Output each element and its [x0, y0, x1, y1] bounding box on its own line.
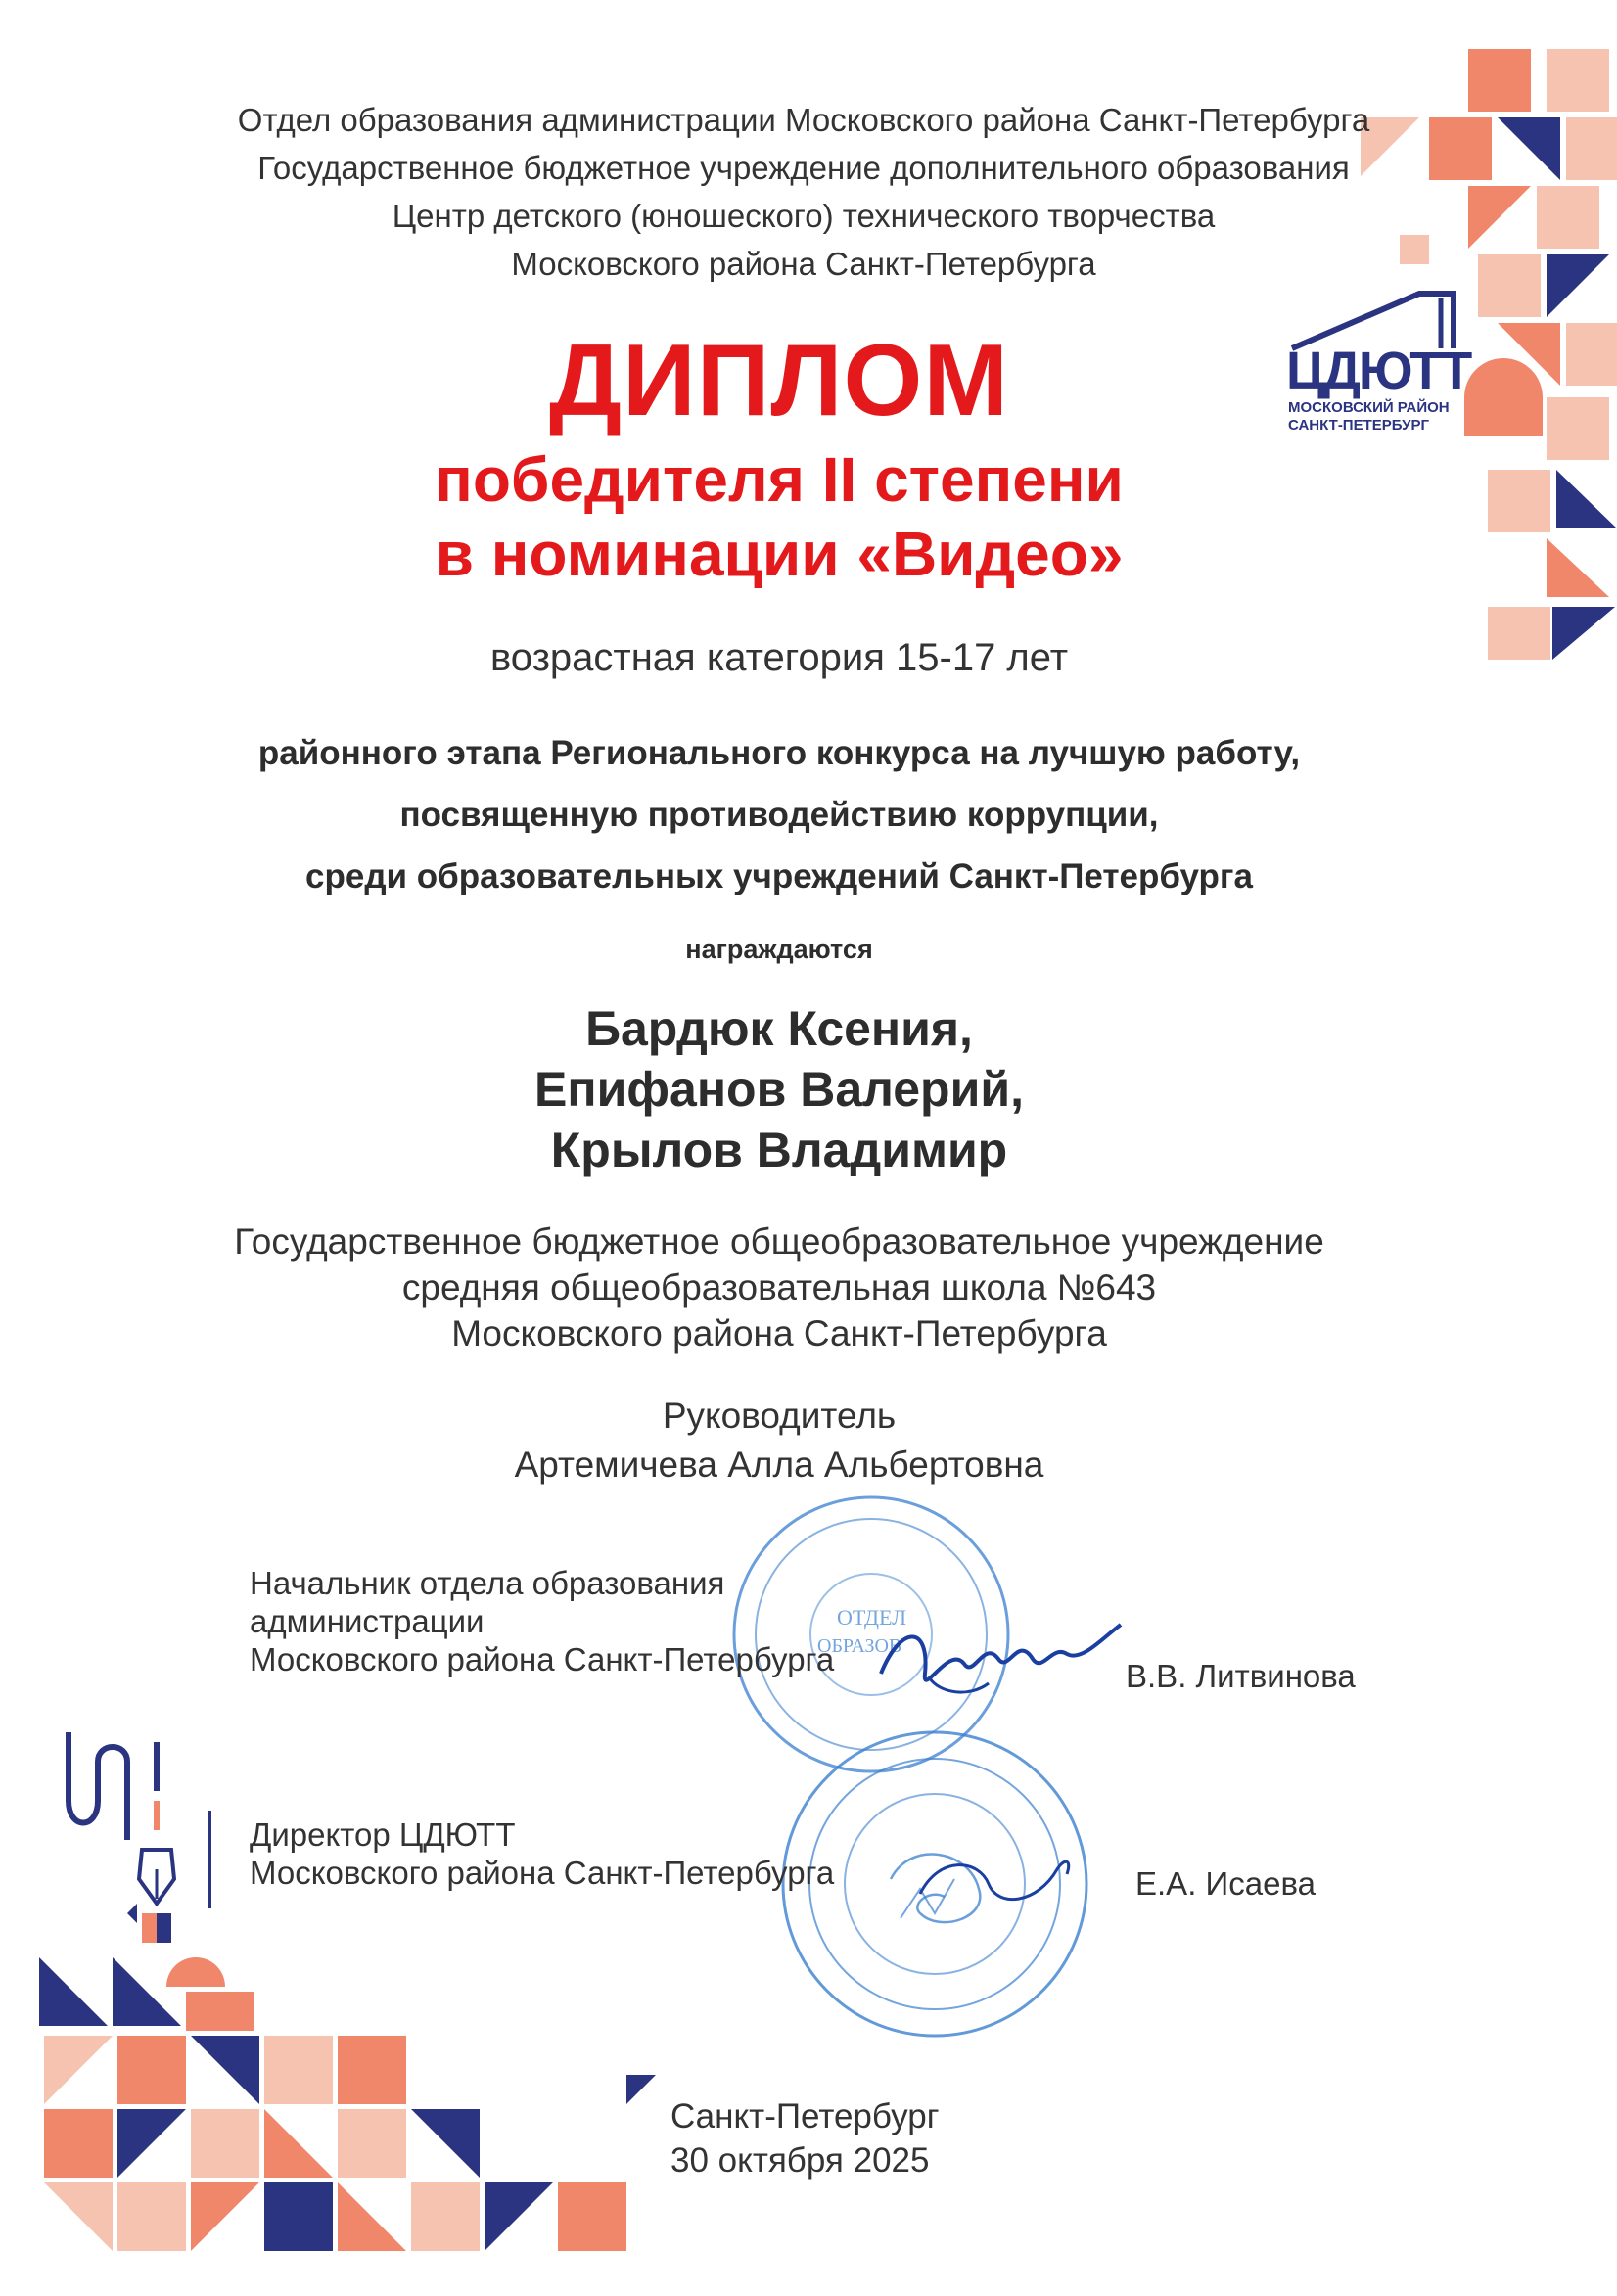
- header-line-2: Государственное бюджетное учреждение дополнительного образования: [257, 150, 1350, 186]
- recipient-name: Бардюк Ксения,: [585, 1001, 973, 1056]
- logo-district: МОСКОВСКИЙ РАЙОН: [1288, 399, 1450, 416]
- handwritten-signature-2: [910, 1840, 1077, 1918]
- svg-text:ОБРАЗОВ: ОБРАЗОВ: [817, 1635, 902, 1657]
- issuer-header: [0, 96, 1617, 288]
- supervisor-block: [0, 1392, 1588, 1490]
- signatory-1-line-1: Начальник отдела образования: [250, 1565, 725, 1601]
- logo-city: САНКТ-ПЕТЕРБУРГ: [1288, 417, 1430, 434]
- header-line-3: Центр детского (юношеского) технического творчества: [392, 198, 1216, 234]
- diploma-degree: победителя II степени: [435, 444, 1124, 515]
- contest-description: [0, 722, 1588, 907]
- recipient-name: Крылов Владимир: [550, 1123, 1008, 1177]
- school-line-1: Государственное бюджетное общеобразовательное учреждение: [234, 1221, 1324, 1262]
- header-line-4: Московского района Санкт-Петербурга: [511, 246, 1096, 282]
- signatory-2-name: Е.А. Исаева: [1135, 1865, 1316, 1902]
- signatory-2-line-1: Директор ЦДЮТТ: [250, 1816, 516, 1853]
- awarded-label: награждаются: [685, 935, 873, 964]
- signatory-1-name: В.В. Литвинова: [1126, 1658, 1356, 1694]
- issue-date: 30 октября 2025: [670, 2141, 930, 2180]
- contest-line-1: районного этапа Регионального конкурса на лучшую работу,: [257, 734, 1301, 772]
- supervisor-name: Артемичева Алла Альбертовна: [514, 1445, 1044, 1485]
- handwritten-signature-1: [871, 1605, 1126, 1713]
- diploma-degree-block: [0, 442, 1588, 591]
- signatory-1-line-3: Московского района Санкт-Петербурга: [250, 1641, 835, 1677]
- diploma-nomination: в номинации «Видео»: [435, 519, 1124, 589]
- logo-abbreviation: ЦДЮТТ: [1286, 342, 1471, 400]
- supervisor-label: Руководитель: [662, 1396, 897, 1436]
- school-line-2: средняя общеобразовательная школа №643: [401, 1267, 1157, 1308]
- vertical-accent-line: [208, 1811, 213, 1908]
- signatory-1-title: [250, 1564, 834, 1678]
- school-line-3: Московского района Санкт-Петербурга: [451, 1313, 1107, 1354]
- age-category: возрастная категория 15-17 лет: [489, 636, 1069, 679]
- recipient-name: Епифанов Валерий,: [534, 1062, 1024, 1117]
- issue-place-date: [670, 2094, 940, 2182]
- signatory-2-line-2: Московского района Санкт-Петербурга: [250, 1855, 835, 1891]
- header-line-1: Отдел образования администрации Московского района Санкт-Петербурга: [237, 102, 1370, 138]
- contest-line-2: посвященную противодействию коррупции,: [399, 796, 1159, 834]
- recipients-list: [0, 998, 1588, 1180]
- school-block: [0, 1218, 1588, 1356]
- signatory-1-line-2: администрации: [250, 1603, 485, 1639]
- diploma-title: ДИПЛОМ: [548, 324, 1010, 437]
- bottom-left-geometric-pattern: [29, 1948, 666, 2296]
- signatory-2-title: [250, 1815, 834, 1892]
- contest-line-3: среди образовательных учреждений Санкт-Петербурга: [305, 857, 1253, 895]
- svg-text:ОТДЕЛ: ОТДЕЛ: [837, 1605, 907, 1630]
- issue-city: Санкт-Петербург: [670, 2097, 940, 2135]
